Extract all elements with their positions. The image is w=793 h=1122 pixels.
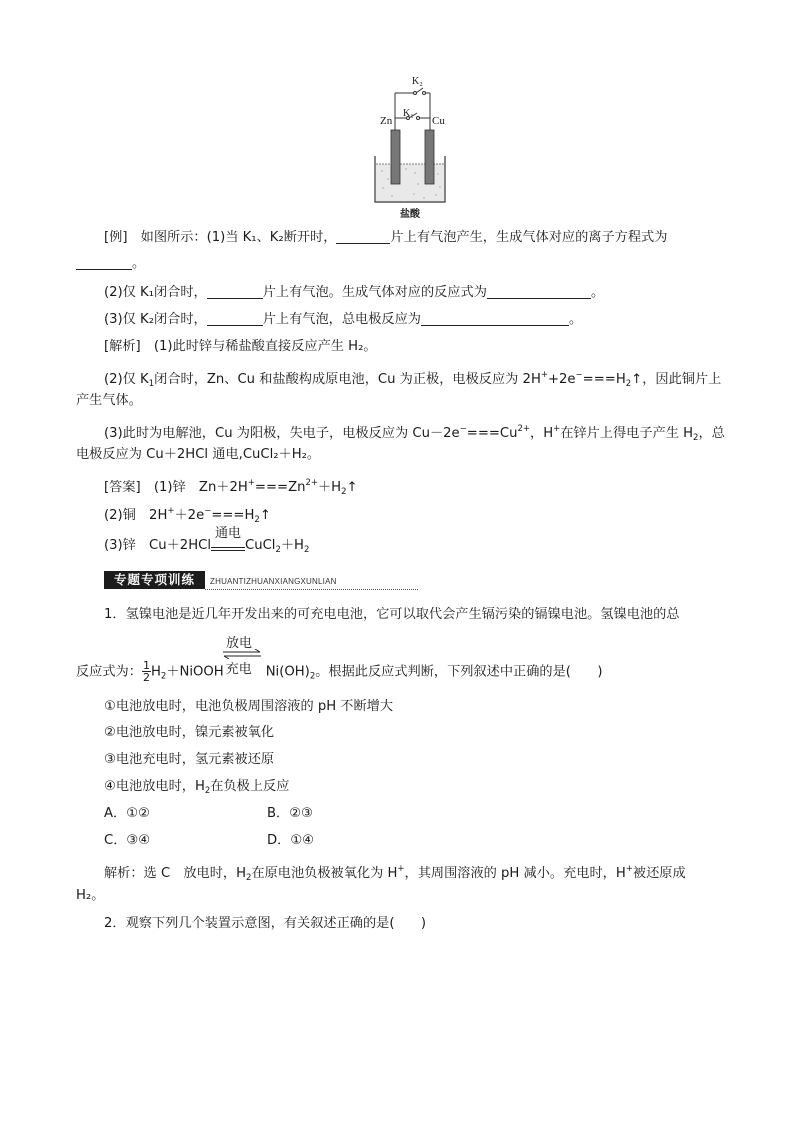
example-q2-end: 。 (590, 285, 605, 300)
q1-ex1c: ，其周围溶液的 pH 减小。充电时，H (404, 866, 626, 881)
analysis-l4b: ===Cu (466, 426, 518, 441)
example-q2-mid: 片上有气泡。生成气体对应的反应式为 (262, 285, 487, 300)
example-line-1 (104, 228, 667, 248)
q1-s4b: 在负极上反应 (210, 779, 290, 794)
analysis-line-5: 电极反应为 Cu＋2HCl 通电,CuCl₂＋H₂。 (76, 447, 321, 462)
section-rule (205, 589, 418, 590)
q1-explanation-2: H₂。 (76, 888, 105, 903)
example-q3-end: 。 (569, 312, 583, 327)
example-q1-end: 。 (132, 256, 146, 271)
label-zn: Zn (380, 115, 393, 127)
answer-a2d: ↑ (259, 508, 271, 523)
q1-l2b: H (150, 664, 161, 680)
example-q1-prefix: [例] 如图所示：(1)当 K₁、K₂断开时， (104, 230, 337, 245)
answer-line-3: (3)锌 Cu＋2HCl 通电 $CuCl_2+H_2$ (104, 526, 310, 555)
example-line-4 (104, 310, 582, 330)
analysis-l2a: (2)仅 K (104, 372, 149, 387)
q1-explanation-1: 解析：选 C 放电时，$H_2$在原电池负极被氧化为 H+，其周围溶液的 pH 减小。充电时，H+被还原成 (104, 864, 686, 883)
figure-caption: 盐酸 (400, 209, 420, 220)
blank-4 (487, 284, 591, 299)
example-line-2 (76, 254, 145, 274)
blank-3 (207, 284, 263, 299)
answer-a2b: ＋2e (174, 508, 205, 523)
answer-line-1: [答案] (1)锌 $Zn+2H^+===Zn^{2+}+H_2↑$ (104, 478, 358, 497)
answer-a3c: ＋H (280, 538, 304, 553)
analysis-l4c: ，H (530, 426, 554, 441)
k2-switch-blade (416, 88, 423, 93)
example-q3-prefix: (3)仅 K₂闭合时， (104, 312, 207, 327)
analysis-line-3: 产生气体。 (76, 393, 142, 408)
q2-line-1: 2．观察下列几个装置示意图，有关叙述正确的是( ) (104, 916, 426, 931)
k2-contact-left (414, 92, 417, 95)
q1-charge-label: 充电 (225, 660, 252, 676)
zn-electrode (391, 130, 400, 184)
q1-s4a: ④电池放电时，H (104, 779, 205, 794)
q1-line-2: 反应式为： $\frac{1}{2}$ $H_2+NiOOH$ 充电 $Ni(OH)_2$。根据此反应式判断，下列叙述中正确的是( ) (76, 659, 603, 684)
answer-a2a: (2)铜 2H (104, 508, 168, 523)
q1-l2d: Ni(OH) (265, 664, 310, 680)
fraction-denominator: 2 (142, 671, 150, 684)
analysis-line-4: (3)此时为电解池，Cu 为阳极，失电子，电极反应为 $Cu-2e^-===Cu^{2+}$，H+在锌片上得电子产生 $H_2$，总 (104, 424, 725, 443)
answer-a1c: ＋H (318, 480, 342, 495)
q1-ex1a: 解析：选 C 放电时，H (104, 866, 247, 881)
analysis-l2b: 闭合时，Zn、Cu 和盐酸构成原电池，Cu 为正极，电极反应为 2H (154, 372, 541, 387)
blank-2 (76, 255, 132, 270)
answer-a1d: ↑ (346, 480, 358, 495)
blank-5 (207, 311, 263, 326)
q1-l2a: 反应式为： (76, 664, 142, 680)
answer-a1a: [答案] (1)锌 Zn＋2H (104, 480, 248, 495)
q1-l2e: 。根据此反应式判断，下列叙述中正确的是( ) (315, 664, 603, 680)
analysis-l4a: (3)此时为电解池，Cu 为阳极，失电子，电极反应为 Cu－2e (104, 426, 460, 441)
q1-statement-1: ①电池放电时，电池负极周围溶液的 pH 不断增大 (104, 699, 394, 714)
answer-line-2: (2)铜 $2H^++2e^-===H_2↑$ (104, 506, 271, 525)
q1-option-b[interactable]: B．②③ (267, 806, 313, 821)
example-q1-suffix: 片上有气泡产生，生成气体对应的离子方程式为 (390, 230, 668, 245)
q1-ex1d: 被还原成 (632, 866, 686, 881)
electrolysis-condition (211, 526, 245, 551)
q1-option-c[interactable]: C．③④ (104, 833, 151, 848)
q1-statement-2: ②电池放电时，镍元素被氧化 (104, 725, 275, 740)
blank-6 (421, 311, 569, 326)
section-subtitle: ZHUANTIZHUANXIANGXUNLIAN (210, 577, 337, 586)
cu-electrode (425, 130, 434, 184)
analysis-l2d: ===H (582, 372, 626, 387)
analysis-line-1: [解析] (1)此时锌与稀盐酸直接反应产生 H₂。 (104, 339, 377, 354)
analysis-l4d: 在锌片上得电子产生 H (560, 426, 694, 441)
example-line-3 (104, 283, 604, 303)
answer-a3a: (3)锌 Cu＋2HCl (104, 538, 211, 553)
label-k1: K₁ (403, 108, 414, 119)
q1-line-1: 1．氢镍电池是近几年开发出来的可充电电池，它可以取代会产生镉污染的镉镍电池。氢镍电池的总 (104, 607, 680, 622)
section-banner: 专题专项训练 (104, 571, 205, 589)
q1-l2c: ＋NiOOH (166, 664, 224, 680)
electrochemical-cell-figure (370, 74, 450, 219)
analysis-line-2: (2)仅 $K_1$闭合时，Zn、Cu 和盐酸构成原电池，Cu 为正极，电极反应为 $2H^++2e^-===H_2↑$，因此铜片上 (104, 370, 722, 389)
q1-statement-3: ③电池充电时，氢元素被还原 (104, 752, 275, 767)
example-q2-prefix: (2)仅 K₁闭合时， (104, 285, 207, 300)
example-q3-mid: 片上有气泡，总电极反应为 (262, 312, 421, 327)
reversible-arrows (222, 649, 262, 659)
analysis-l2c: +2e (547, 372, 576, 387)
q1-ex1b: 在原电池负极被氧化为 H (251, 866, 398, 881)
one-half-fraction (142, 660, 151, 683)
answer-a1b: ===Zn (254, 480, 306, 495)
q1-option-d[interactable]: D．①④ (267, 833, 314, 848)
q1-discharge-label: 放电 (226, 635, 253, 650)
q1-option-a[interactable]: A．①② (104, 806, 150, 821)
answer-a3b: CuCl (245, 538, 276, 553)
blank-1 (336, 229, 390, 244)
answer-a2c: ===H (211, 508, 255, 523)
electrolysis-condition-label: 通电 (214, 526, 241, 541)
analysis-l2e: ↑，因此铜片上 (631, 372, 722, 387)
q1-statement-4: ④电池放电时，$H_2$在负极上反应 (104, 779, 290, 796)
label-cu: Cu (432, 115, 445, 127)
label-k2: K₂ (412, 76, 423, 87)
analysis-l4e: ，总 (698, 426, 725, 441)
fraction-numerator: 1 (142, 659, 150, 672)
